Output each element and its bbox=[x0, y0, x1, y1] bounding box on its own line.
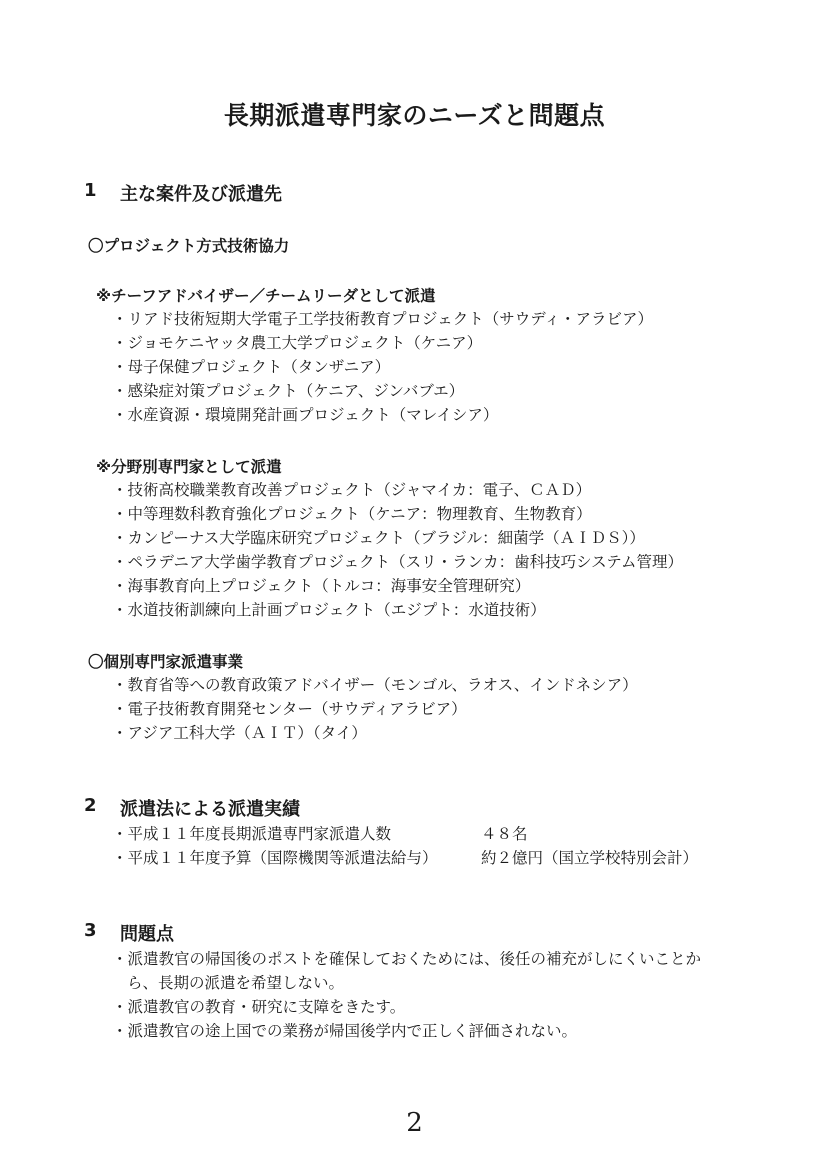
field-expert-heading: ※分野別専門家として派遣 bbox=[96, 458, 282, 476]
list-item: ・教育省等への教育政策アドバイザー（モンゴル、ラオス、インドネシア） bbox=[112, 676, 638, 694]
list-item: ・派遣教官の帰国後のポストを確保しておくためには、後任の補充がしにくいことか bbox=[112, 950, 702, 968]
section-1-heading: 主な案件及び派遣先 bbox=[120, 184, 282, 205]
section-3-heading: 問題点 bbox=[120, 924, 174, 945]
section-2-heading: 派遣法による派遣実績 bbox=[120, 799, 300, 820]
list-item: ・リアド技術短期大学電子工学技術教育プロジェクト（サウディ・アラビア） bbox=[112, 310, 653, 328]
list-item-continuation: ら、長期の派遣を希望しない。 bbox=[127, 974, 345, 992]
list-item: ・技術高校職業教育改善プロジェクト（ジャマイカ：電子、ＣＡＤ） bbox=[112, 481, 592, 499]
list-item: ・水産資源・環境開発計画プロジェクト（マレイシア） bbox=[112, 406, 499, 424]
budget-label: ・平成１１年度予算（国際機関等派遣法給与） bbox=[112, 849, 438, 867]
list-item: ・電子技術教育開発センター（サウディアラビア） bbox=[112, 700, 467, 718]
page-number: 2 bbox=[406, 1108, 423, 1138]
section-2-number: 2 bbox=[84, 795, 97, 816]
chief-advisor-heading: ※チーフアドバイザー／チームリーダとして派遣 bbox=[96, 287, 436, 305]
dispatch-count-value: ４８名 bbox=[481, 825, 528, 843]
list-item: ・派遣教官の途上国での業務が帰国後学内で正しく評価されない。 bbox=[112, 1022, 578, 1040]
list-item: ・カンピーナス大学臨床研究プロジェクト（ブラジル：細菌学（ＡＩＤＳ）） bbox=[112, 529, 645, 547]
dispatch-count-label: ・平成１１年度長期派遣専門家派遣人数 bbox=[112, 825, 392, 843]
page-title: 長期派遣専門家のニーズと問題点 bbox=[223, 101, 606, 130]
list-item: ・感染症対策プロジェクト（ケニア、ジンバブエ） bbox=[112, 382, 465, 400]
list-item: ・水道技術訓練向上計画プロジェクト（エジプト：水道技術） bbox=[112, 601, 546, 619]
list-item: ・海事教育向上プロジェクト（トルコ：海事安全管理研究） bbox=[112, 577, 531, 595]
list-item: ・派遣教官の教育・研究に支障をきたす。 bbox=[112, 998, 406, 1016]
section-3-number: 3 bbox=[84, 920, 97, 941]
individual-expert-heading: 〇個別専門家派遣事業 bbox=[88, 653, 244, 671]
budget-value: 約２億円（国立学校特別会計） bbox=[481, 849, 699, 867]
list-item: ・母子保健プロジェクト（タンザニア） bbox=[112, 358, 391, 376]
list-item: ・ペラデニア大学歯学教育プロジェクト（スリ・ランカ：歯科技巧システム管理） bbox=[112, 553, 684, 571]
list-item: ・中等理数科教育強化プロジェクト（ケニア：物理教育、生物教育） bbox=[112, 505, 592, 523]
section-1-number: 1 bbox=[84, 180, 97, 201]
list-item: ・アジア工科大学（ＡＩＴ）（タイ） bbox=[112, 724, 367, 742]
list-item: ・ジョモケニヤッタ農工大学プロジェクト（ケニア） bbox=[112, 334, 483, 352]
project-cooperation-heading: 〇プロジェクト方式技術協力 bbox=[88, 237, 290, 255]
